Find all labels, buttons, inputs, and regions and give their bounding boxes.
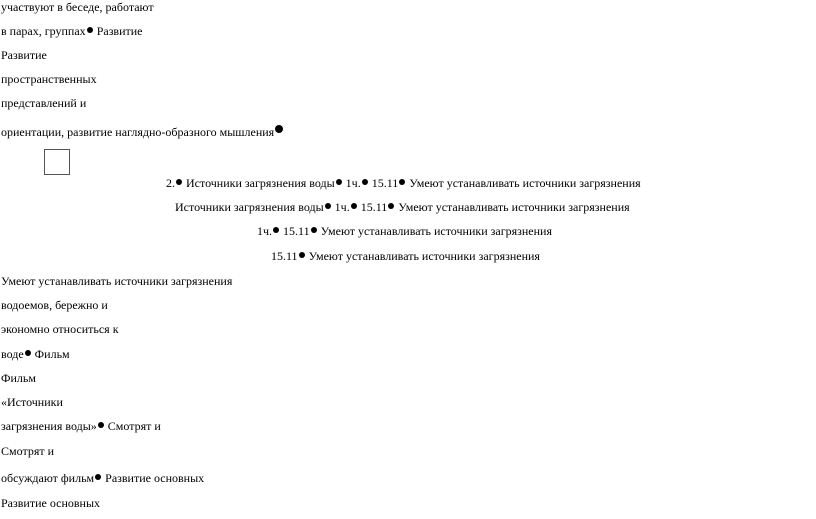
text-line (271, 249, 540, 263)
text-line (1, 72, 97, 86)
text-line-content: 1ч. (342, 176, 361, 190)
text-line-content: Фильм (1, 371, 36, 385)
text-line-content: в парах, группах (1, 24, 86, 38)
text-line-content: Смотрят и (104, 419, 161, 433)
text-line-content: водоемов, бережно и (1, 298, 108, 312)
text-line-content: Источники загрязнения воды (175, 200, 324, 214)
text-line-content: участвуют в беседе, работают (1, 0, 154, 14)
bullet-icon (275, 125, 283, 133)
text-line-content: 15.11 (280, 224, 310, 238)
text-line-content: 15.11 (271, 249, 298, 263)
text-line-content: Умеют устанавливать источники загрязнения (395, 200, 630, 214)
bullet-icon (95, 474, 101, 480)
bullet-icon (273, 227, 279, 233)
text-line-content: представлений и (1, 96, 87, 110)
bullet-icon (336, 179, 342, 185)
text-line (1, 496, 100, 510)
checkbox[interactable] (44, 149, 70, 175)
text-line (166, 176, 641, 190)
text-line-content: 2. (166, 176, 175, 190)
text-line-content: «Источники (1, 395, 63, 409)
text-line-content: 1ч. (257, 224, 273, 238)
text-line-content: Развитие основных (102, 471, 205, 485)
text-line-content: 1ч. (331, 200, 350, 214)
text-line-content: Умеют устанавливать источники загрязнения (406, 176, 641, 190)
bullet-icon (311, 227, 317, 233)
bullet-icon (362, 179, 368, 185)
text-line-content: пространственных (1, 72, 97, 86)
text-line-content: обсуждают фильм (1, 471, 95, 485)
text-line (175, 200, 630, 214)
text-line-content: загрязнения воды» (1, 419, 97, 433)
text-line-content: 15.11 (368, 176, 399, 190)
bullet-icon (176, 179, 182, 185)
text-line-content: Умеют устанавливать источники загрязнения (317, 224, 552, 238)
bullet-icon (25, 350, 31, 356)
text-line-content: Развитие основных (1, 496, 101, 510)
text-line (1, 471, 204, 485)
text-line (1, 298, 108, 312)
bullet-icon (388, 203, 394, 209)
text-line (1, 322, 119, 336)
text-line-content: 15.11 (357, 200, 388, 214)
text-line (1, 395, 63, 409)
bullet-icon (351, 203, 357, 209)
text-line-content: Развитие (1, 48, 47, 62)
text-line (1, 371, 36, 385)
text-line-content: Умеют устанавливать источники загрязнения (1, 274, 233, 288)
text-line (1, 48, 47, 62)
text-line-content: воде (1, 347, 24, 361)
text-line-content: Смотрят и (1, 444, 55, 458)
text-line (1, 347, 70, 361)
text-line (1, 24, 143, 38)
bullet-icon (399, 179, 405, 185)
bullet-icon (87, 27, 93, 33)
text-line-content: Источники загрязнения воды (183, 176, 335, 190)
text-line (1, 444, 54, 458)
text-line-content: Развитие (93, 24, 143, 38)
bullet-icon (299, 252, 305, 258)
bullet-icon (98, 422, 104, 428)
text-line (1, 419, 161, 433)
bullet-icon (325, 203, 331, 209)
text-line (1, 0, 154, 14)
text-line (1, 125, 284, 139)
text-line-content: ориентации, развитие наглядно-образного мышления (1, 125, 275, 139)
text-line (257, 224, 552, 238)
text-line-content: Фильм (31, 347, 70, 361)
text-line-content: экономно относиться к (1, 322, 119, 336)
text-line-content: Умеют устанавливать источники загрязнения (305, 249, 540, 263)
text-line (1, 96, 86, 110)
text-line (1, 274, 232, 288)
